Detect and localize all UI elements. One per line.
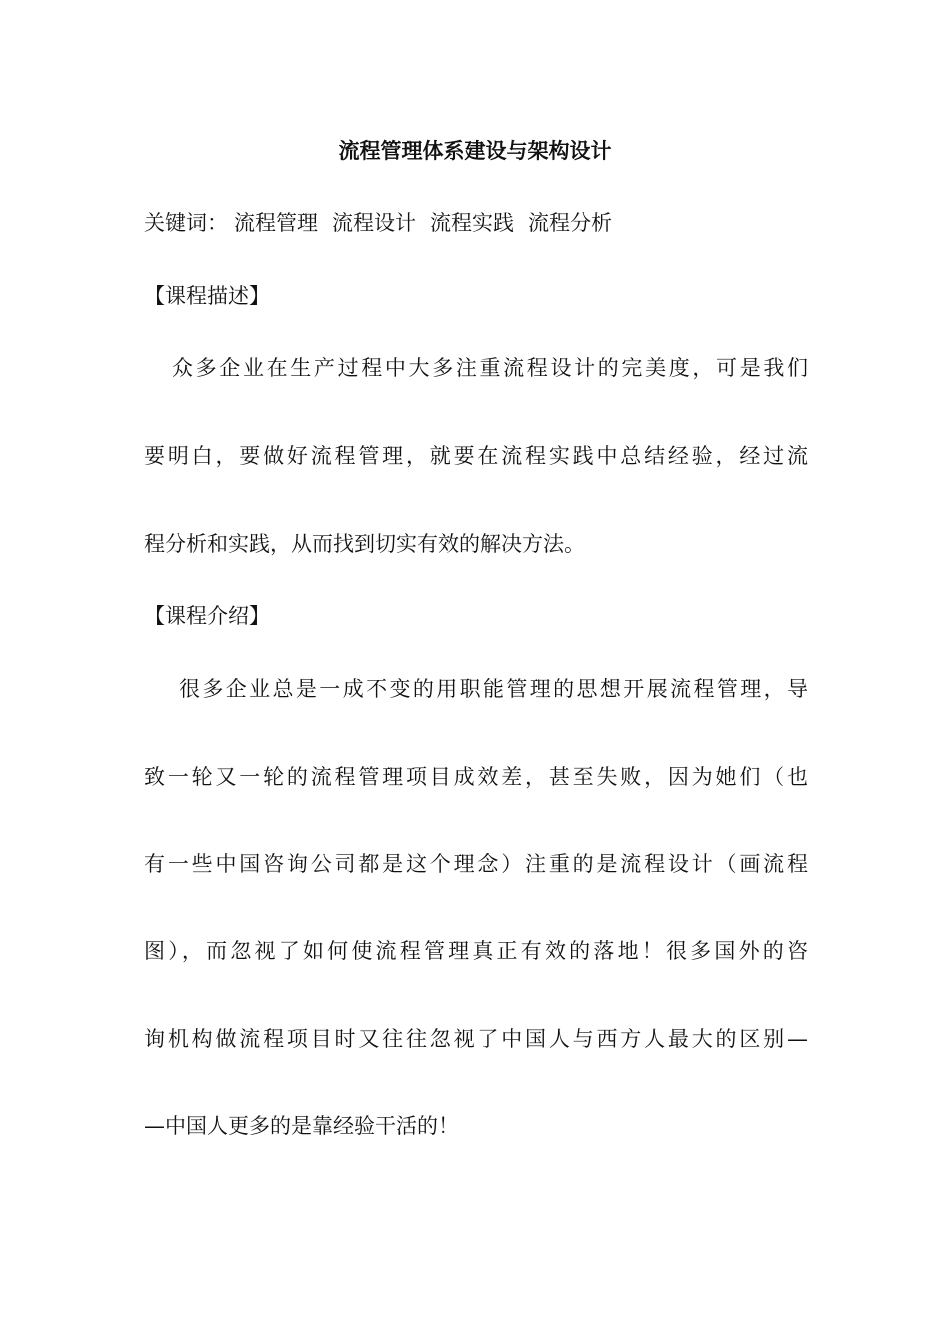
document-title: 流程管理体系建设与架构设计 [338, 139, 612, 163]
keywords-label: 关键词： [144, 211, 228, 235]
paragraph-line: 致一轮又一轮的流程管理项目成效差，甚至失败，因为她们（也 [144, 765, 808, 789]
paragraph-line: 有一些中国咨询公司都是这个理念）注重的是流程设计（画流程 [144, 852, 808, 876]
paragraph-line: 要明白，要做好流程管理，就要在流程实践中总结经验，经过流 [144, 444, 808, 468]
keyword-item: 流程实践 [430, 211, 514, 235]
paragraph-line: 程分析和实践，从而找到切实有效的解决方法。 [144, 532, 585, 556]
keyword-item: 流程分析 [528, 211, 612, 235]
paragraph-line: 很多企业总是一成不变的用职能管理的思想开展流程管理，导 [179, 677, 808, 701]
keyword-item: 流程设计 [332, 211, 416, 235]
paragraph-line: 图），而忽视了如何使流程管理真正有效的落地！很多国外的咨 [144, 939, 808, 963]
keywords-line [144, 208, 824, 238]
section-heading-introduction: 【课程介绍】 [144, 604, 270, 628]
paragraph-line: —中国人更多的是靠经验干活的！ [144, 1114, 459, 1138]
keyword-item: 流程管理 [234, 211, 318, 235]
paragraph-line: 询机构做流程项目时又往往忽视了中国人与西方人最大的区别— [144, 1027, 808, 1051]
paragraph-line: 众多企业在生产过程中大多注重流程设计的完美度，可是我们 [172, 356, 808, 380]
section-heading-description: 【课程描述】 [144, 284, 270, 308]
